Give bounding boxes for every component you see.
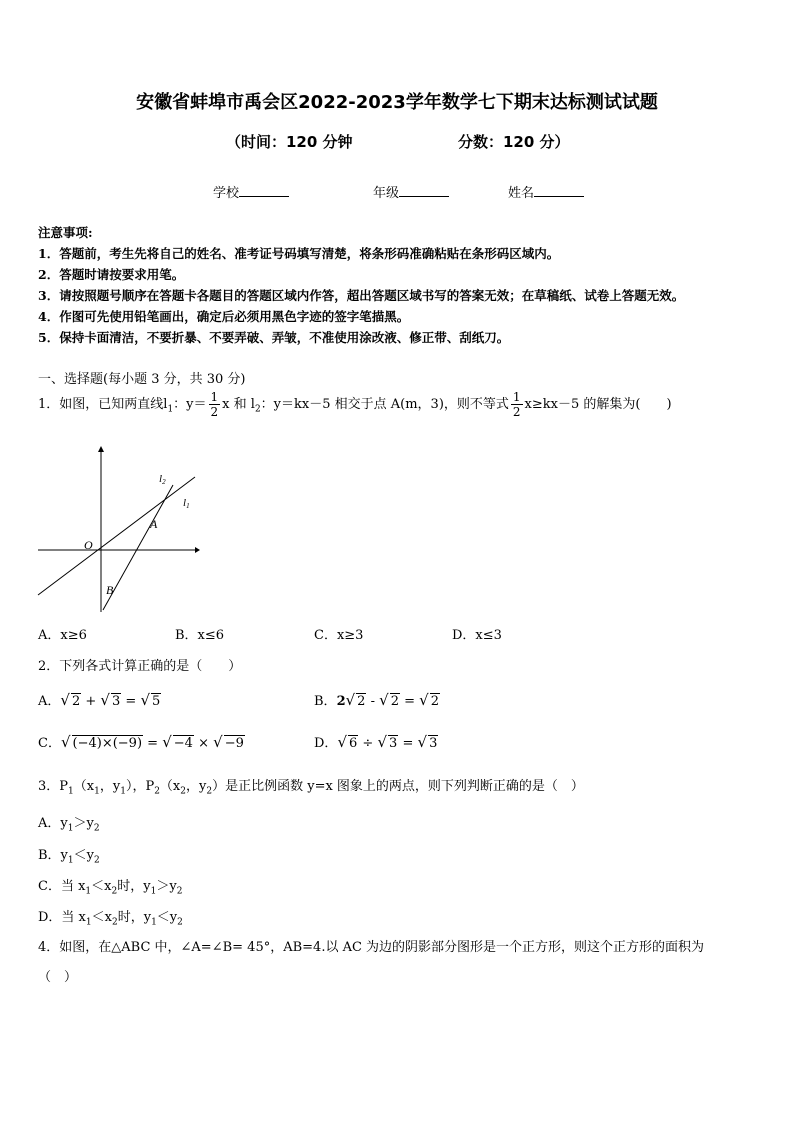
label-B: B — [106, 583, 114, 597]
question-4-stem-cont: （ ） — [38, 970, 78, 985]
label-O: O — [84, 538, 93, 552]
q2-option-c[interactable]: C．√ (−4)×(−9) = √ −4 × √ −9 — [38, 733, 244, 751]
grade-field[interactable] — [373, 182, 449, 201]
school-blank[interactable] — [239, 184, 289, 197]
grade-label: 年级 — [373, 186, 400, 201]
note-item: 2．答题时请按要求用笔。 — [38, 267, 185, 282]
q1-option-c[interactable]: C．x≥3 — [314, 628, 364, 643]
line-l1 — [38, 477, 195, 595]
note-item: 3．请按照题号顺序在答题卡各题目的答题区域内作答，超出答题区域书写的答案无效；在草稿纸、试卷上答题无效。 — [38, 288, 685, 303]
line-l2 — [103, 485, 173, 610]
note-item: 1．答题前，考生先将自己的姓名、准考证号码填写清楚，将条形码准确粘贴在条形码区域内。 — [38, 246, 560, 261]
question-1-stem: 1．如图，已知两直线$l_1$：y＝ $\frac{1}{2}$ x 和 $l_2$：y＝kx－5 相交于点 A(m，3)，则不等式 $\frac{1}{2}$ x≥kx－5 的解集为( ) — [38, 390, 672, 419]
fraction: $\frac{1}{2}$ — [512, 390, 521, 419]
q3-option-a[interactable]: A．$y_1>y_2$ — [38, 816, 100, 834]
question-2-stem: 2．下列各式计算正确的是（ ） — [38, 659, 242, 674]
q2-option-d[interactable]: D．√ 6 ÷ √ 3 = √ 3 — [314, 733, 438, 751]
name-blank[interactable] — [534, 184, 584, 197]
notes-block — [38, 222, 684, 348]
q1-option-d[interactable]: D．x≤3 — [452, 628, 502, 643]
exam-time: （时间：120 分钟 — [226, 133, 353, 151]
grade-blank[interactable] — [399, 184, 449, 197]
q2-option-a[interactable]: A．√ 2 + √ 3 = √ 5 — [38, 691, 161, 709]
q3-option-d[interactable]: D．当 $x_1<x_2$时，$y_1<y_2$ — [38, 910, 183, 928]
question-1-figure — [35, 440, 205, 615]
x-axis-arrow — [195, 547, 200, 553]
fraction: $\frac{1}{2}$ — [210, 390, 219, 419]
y-axis-arrow — [98, 446, 104, 452]
q1-option-a[interactable]: A．x≥6 — [38, 628, 87, 643]
school-field[interactable] — [213, 182, 289, 201]
q1-option-b[interactable]: B．x≤6 — [175, 628, 225, 643]
q3-option-b[interactable]: B．$y_1<y_2$ — [38, 848, 100, 866]
note-item: 5．保持卡面清洁，不要折暴、不要弄破、弄皱，不准使用涂改液、修正带、刮纸刀。 — [38, 330, 510, 345]
section-heading: 一、选择题(每小题 3 分，共 30 分) — [38, 372, 246, 387]
q2-option-b[interactable]: B．2√ 2 - √ 2 = √ 2 — [314, 691, 440, 709]
name-label: 姓名 — [508, 186, 535, 201]
name-field[interactable] — [508, 182, 584, 201]
label-A: A — [150, 517, 158, 531]
exam-score: 分数：120 分） — [458, 133, 570, 151]
school-label: 学校 — [213, 186, 240, 201]
page-title: 安徽省蚌埠市禹会区2022-2023学年数学七下期末达标测试试题 — [136, 92, 658, 113]
notes-heading: 注意事项: — [38, 225, 93, 240]
note-item: 4．作图可先使用铅笔画出，确定后必须用黑色字迹的签字笔描黑。 — [38, 309, 410, 324]
label-l1: l1 — [183, 497, 190, 510]
question-4-stem: 4．如图，在△ABC 中，∠A=∠B= 45°，AB=4.以 AC 为边的阴影部分图形是一个正方形，则这个正方形的面积为 — [38, 940, 705, 955]
question-3-stem: 3．$P_1(x_1$，$y_1$），$P_2(x_2$，$y_2$）是正比例函数 y=x 图象上的两点，则下列判断正确的是（ ） — [38, 779, 584, 797]
q3-option-c[interactable]: C．当 $x_1<x_2$时，$y_1>y_2$ — [38, 879, 183, 897]
label-l2: l2 — [159, 473, 166, 486]
